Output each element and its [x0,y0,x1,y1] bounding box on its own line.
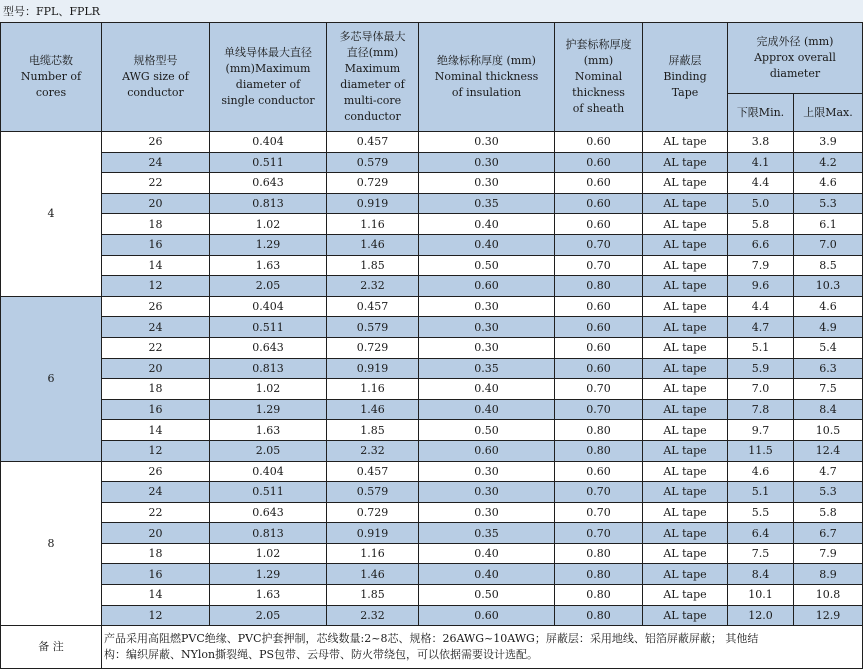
table-cell: AL tape [643,523,728,544]
table-cell: 1.46 [327,234,419,255]
table-cell: 5.3 [794,482,863,503]
table-cell: 0.80 [555,276,643,297]
table-cell: 0.60 [555,461,643,482]
header-line: Number of [20,70,82,83]
table-cell: 24 [102,317,210,338]
table-cell: 0.35 [419,358,555,379]
table-cell: 4.1 [728,152,794,173]
table-cell: 0.404 [210,296,327,317]
table-cell: 24 [102,482,210,503]
spec-table [0,22,863,669]
table-cell: 1.46 [327,399,419,420]
table-cell: 6.4 [728,523,794,544]
table-row [1,152,863,173]
table-cell: 16 [102,234,210,255]
table-cell: 22 [102,502,210,523]
table-cell: 1.16 [327,379,419,400]
table-cell: 0.80 [555,585,643,606]
table-cell: 1.29 [210,234,327,255]
header-line: of insulation [451,86,522,99]
header-line: Nominal thickness [434,70,539,83]
table-cell: 8.5 [794,255,863,276]
table-cell: 6.3 [794,358,863,379]
table-cell: 4.9 [794,317,863,338]
table-cell: 0.579 [327,482,419,503]
table-cell: AL tape [643,337,728,358]
header-od-max: 上限Max. [794,94,863,132]
table-cell: 7.0 [728,379,794,400]
table-row [1,255,863,276]
table-cell: 18 [102,379,210,400]
table-cell: 5.1 [728,482,794,503]
header-awg [102,23,210,132]
header-line: 绝缘标称厚度 (mm) [437,54,536,67]
table-cell: 0.919 [327,358,419,379]
table-cell: 0.70 [555,482,643,503]
table-cell: 0.80 [555,564,643,585]
table-cell: AL tape [643,502,728,523]
table-cell: 18 [102,214,210,235]
table-cell: 1.63 [210,255,327,276]
table-cell: 0.404 [210,132,327,153]
table-cell: 0.70 [555,255,643,276]
table-row [1,440,863,461]
table-cell: 4.6 [794,173,863,194]
table-cell: 9.7 [728,420,794,441]
table-cell: 6.1 [794,214,863,235]
table-cell: AL tape [643,543,728,564]
table-row [1,358,863,379]
table-cell: 16 [102,399,210,420]
table-cell: 0.30 [419,173,555,194]
header-line: cores [35,86,67,99]
table-cell: AL tape [643,193,728,214]
table-cell: AL tape [643,296,728,317]
table-cell: 6.7 [794,523,863,544]
table-row [1,523,863,544]
header-line: Approx overall [754,51,836,64]
table-cell: 0.70 [555,502,643,523]
table-cell: 2.32 [327,440,419,461]
header-line: diameter of [340,78,405,91]
table-cell: 0.70 [555,379,643,400]
note-row [1,626,863,669]
table-cell: 0.643 [210,173,327,194]
table-cell: AL tape [643,420,728,441]
cores-cell: 8 [1,461,102,626]
table-cell: 0.35 [419,523,555,544]
header-line: multi-core [343,94,402,107]
header-line: Binding [663,70,707,83]
table-cell: AL tape [643,214,728,235]
table-cell: 5.0 [728,193,794,214]
table-cell: 3.8 [728,132,794,153]
table-cell: 0.80 [555,420,643,441]
table-cell: 0.579 [327,317,419,338]
table-row [1,337,863,358]
table-cell: 0.60 [555,317,643,338]
table-cell: 0.60 [555,132,643,153]
table-cell: 0.60 [419,276,555,297]
header-line: 护套标称厚度 [565,38,632,51]
table-cell: 0.30 [419,296,555,317]
header-line: AWG size of [122,70,189,83]
table-cell: 0.511 [210,482,327,503]
table-cell: 14 [102,585,210,606]
table-cell: 10.3 [794,276,863,297]
table-cell: 8.4 [794,399,863,420]
table-cell: 26 [102,461,210,482]
header-line: 完成外径 (mm) [756,35,834,48]
table-cell: 7.9 [728,255,794,276]
table-row [1,234,863,255]
table-cell: 10.5 [794,420,863,441]
header-line: conductor [127,86,184,99]
table-cell: 4.7 [794,461,863,482]
table-cell: 0.643 [210,502,327,523]
table-cell: AL tape [643,255,728,276]
table-cell: 1.02 [210,379,327,400]
table-cell: 0.813 [210,523,327,544]
header-line: 电缆芯数 [29,54,73,67]
table-cell: 1.02 [210,543,327,564]
table-cell: 0.40 [419,543,555,564]
table-cell: 0.729 [327,502,419,523]
table-cell: 0.30 [419,317,555,338]
table-cell: 2.05 [210,276,327,297]
table-cell: 1.85 [327,585,419,606]
table-cell: 2.05 [210,440,327,461]
table-row [1,399,863,420]
table-cell: 0.60 [555,337,643,358]
table-cell: 12 [102,276,210,297]
note-text [102,626,863,669]
table-row [1,173,863,194]
header-single-diameter [210,23,327,132]
table-cell: 1.29 [210,564,327,585]
table-cell: 0.80 [555,605,643,626]
header-line: 直径(mm) [346,46,399,59]
table-cell: 7.5 [728,543,794,564]
table-cell: 8.9 [794,564,863,585]
table-cell: AL tape [643,461,728,482]
model-line: 型号：FPL、FPLR [0,0,863,22]
header-cores [1,23,102,132]
header-line: (mm) [583,54,614,67]
table-cell: 22 [102,173,210,194]
table-cell: 22 [102,337,210,358]
table-cell: 0.50 [419,420,555,441]
note-line-2: 构：编织屏蔽、NYlon撕裂绳、PS包带、云母带、防火带绕包，可以依据需要设计选配。 [104,648,539,662]
table-cell: 12 [102,605,210,626]
table-cell: 0.30 [419,502,555,523]
table-cell: 11.5 [728,440,794,461]
table-cell: 0.50 [419,585,555,606]
header-line: diameter [769,67,821,80]
table-row [1,296,863,317]
table-cell: 7.8 [728,399,794,420]
table-cell: 7.9 [794,543,863,564]
table-cell: 5.8 [794,502,863,523]
table-cell: AL tape [643,399,728,420]
table-cell: 5.8 [728,214,794,235]
table-cell: 6.6 [728,234,794,255]
table-cell: 2.32 [327,605,419,626]
header-line: of sheath [572,102,625,115]
table-cell: 0.457 [327,296,419,317]
table-cell: 0.70 [555,399,643,420]
table-cell: 0.813 [210,358,327,379]
table-cell: 18 [102,543,210,564]
table-cell: 20 [102,523,210,544]
table-cell: 0.30 [419,152,555,173]
table-cell: AL tape [643,276,728,297]
header-insulation [419,23,555,132]
table-cell: 1.85 [327,420,419,441]
table-row [1,605,863,626]
table-cell: 0.919 [327,523,419,544]
table-cell: 4.2 [794,152,863,173]
table-row [1,482,863,503]
header-line: thickness [572,86,625,99]
header-line: (mm)Maximum [225,62,311,75]
header-sheath [555,23,643,132]
table-cell: 0.729 [327,337,419,358]
table-cell: 0.30 [419,482,555,503]
table-cell: 2.32 [327,276,419,297]
table-cell: 1.16 [327,214,419,235]
header-line: diameter of [235,78,301,91]
table-cell: 20 [102,193,210,214]
table-cell: 12.0 [728,605,794,626]
table-cell: 5.3 [794,193,863,214]
table-cell: 1.85 [327,255,419,276]
table-cell: 0.60 [555,173,643,194]
table-cell: 0.511 [210,317,327,338]
table-cell: 1.63 [210,420,327,441]
table-cell: 0.40 [419,564,555,585]
table-cell: 0.579 [327,152,419,173]
table-cell: 0.70 [555,523,643,544]
table-row [1,214,863,235]
table-cell: AL tape [643,317,728,338]
table-cell: 1.63 [210,585,327,606]
table-cell: 0.30 [419,461,555,482]
table-cell: 0.40 [419,214,555,235]
table-row [1,276,863,297]
header-line: conductor [344,110,401,123]
header-line: 单线导体最大直径 [224,46,312,59]
header-line: Maximum [344,62,401,75]
table-cell: 14 [102,255,210,276]
table-cell: 4.6 [794,296,863,317]
table-cell: 0.70 [555,234,643,255]
table-cell: 0.80 [555,543,643,564]
table-cell: 3.9 [794,132,863,153]
table-cell: 0.30 [419,337,555,358]
table-row [1,585,863,606]
table-cell: 0.40 [419,234,555,255]
table-cell: 0.643 [210,337,327,358]
table-cell: AL tape [643,585,728,606]
table-row [1,461,863,482]
table-body [1,132,863,669]
table-cell: 1.29 [210,399,327,420]
header-multi-diameter [327,23,419,132]
table-cell: 0.457 [327,132,419,153]
header-od-min: 下限Min. [728,94,794,132]
table-cell: 1.46 [327,564,419,585]
table-cell: 5.5 [728,502,794,523]
table-cell: 9.6 [728,276,794,297]
table-cell: 0.60 [419,440,555,461]
table-cell: 4.4 [728,296,794,317]
table-cell: 10.1 [728,585,794,606]
table-cell: AL tape [643,482,728,503]
table-cell: 0.60 [555,152,643,173]
table-cell: 0.60 [555,358,643,379]
table-cell: AL tape [643,564,728,585]
table-cell: 1.02 [210,214,327,235]
table-cell: AL tape [643,440,728,461]
table-cell: 0.80 [555,440,643,461]
table-cell: 0.40 [419,379,555,400]
table-row [1,502,863,523]
header-binding [643,23,728,132]
table-cell: AL tape [643,234,728,255]
cores-cell: 4 [1,132,102,297]
table-cell: AL tape [643,605,728,626]
table-cell: 1.16 [327,543,419,564]
table-cell: 0.30 [419,132,555,153]
table-cell: 0.919 [327,193,419,214]
header-line: Tape [671,86,699,99]
table-cell: 0.60 [555,193,643,214]
table-cell: 5.9 [728,358,794,379]
table-cell: 12.4 [794,440,863,461]
table-cell: 12.9 [794,605,863,626]
note-label: 备 注 [1,626,102,669]
table-cell: 0.511 [210,152,327,173]
table-cell: 0.404 [210,461,327,482]
table-cell: 5.4 [794,337,863,358]
note-line-1: 产品采用高阻燃PVC绝缘、PVC护套押制，芯线数量:2~8芯、规格：26AWG~10AWG；屏蔽层：采用地线、铝箔屏蔽屏蔽； 其他结 [104,632,759,646]
table-row [1,379,863,400]
table-cell: 0.813 [210,193,327,214]
table-cell: 14 [102,420,210,441]
header-line: 规格型号 [133,54,178,67]
table-cell: 26 [102,296,210,317]
table-cell: 7.5 [794,379,863,400]
table-cell: 26 [102,132,210,153]
table-cell: AL tape [643,132,728,153]
table-row [1,193,863,214]
header-line: Nominal [574,70,623,83]
table-cell: 10.8 [794,585,863,606]
table-row [1,132,863,153]
table-cell: 0.729 [327,173,419,194]
table-row [1,317,863,338]
table-cell: AL tape [643,358,728,379]
header-line: 屏蔽层 [668,54,702,67]
table-cell: 0.40 [419,399,555,420]
table-cell: 0.50 [419,255,555,276]
table-cell: 0.457 [327,461,419,482]
table-cell: 16 [102,564,210,585]
table-row [1,543,863,564]
table-cell: 0.60 [419,605,555,626]
header-line: single conductor [221,94,315,107]
header-line: 多芯导体最大 [339,30,406,43]
table-cell: 7.0 [794,234,863,255]
table-row [1,420,863,441]
table-cell: 8.4 [728,564,794,585]
table-row [1,564,863,585]
table-cell: 4.7 [728,317,794,338]
table-cell: 4.6 [728,461,794,482]
cores-cell: 6 [1,296,102,461]
table-cell: AL tape [643,173,728,194]
table-cell: 20 [102,358,210,379]
table-cell: AL tape [643,152,728,173]
table-cell: 12 [102,440,210,461]
table-cell: 4.4 [728,173,794,194]
table-cell: 0.35 [419,193,555,214]
table-cell: 0.60 [555,296,643,317]
table-cell: 2.05 [210,605,327,626]
header-overall-diameter [728,23,863,94]
table-cell: 24 [102,152,210,173]
table-cell: 0.60 [555,214,643,235]
table-cell: 5.1 [728,337,794,358]
table-cell: AL tape [643,379,728,400]
